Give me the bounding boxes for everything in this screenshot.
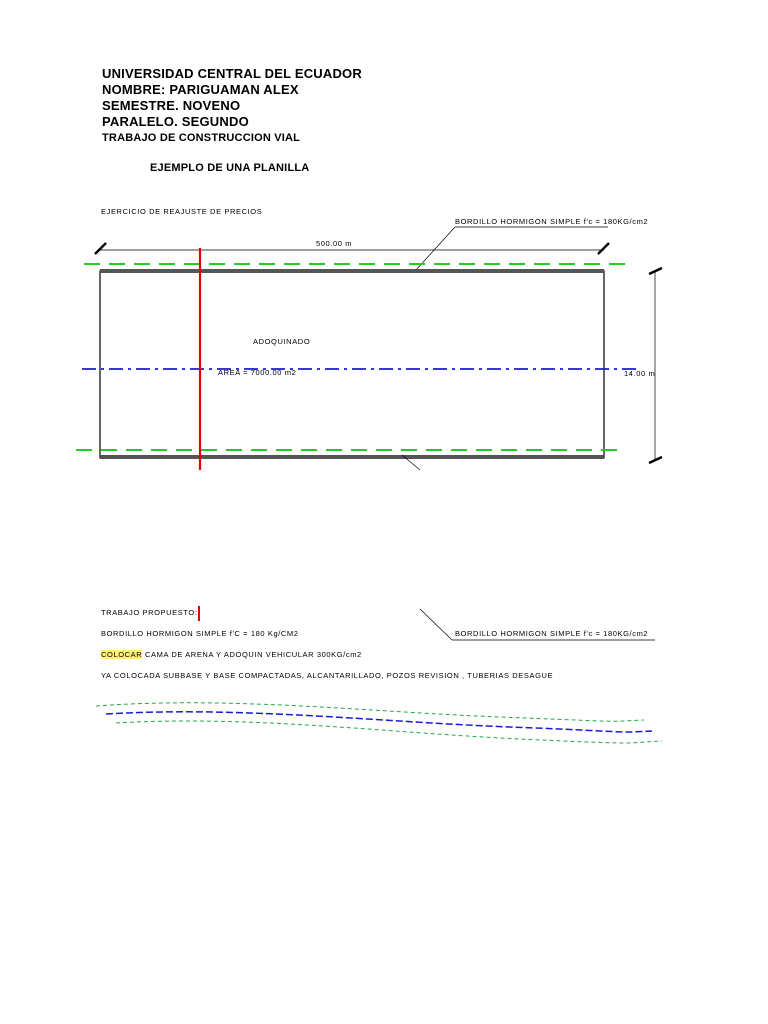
length-dimension-label: 500.00 m	[316, 239, 353, 248]
proposed-curb-leader-label: BORDILLO HORMIGON SIMPLE f'c = 180KG/cm2	[455, 629, 649, 638]
proposed-curb-line: BORDILLO HORMIGON SIMPLE f'C = 180 Kg/CM2	[101, 629, 299, 638]
dimension-tick-right	[598, 243, 609, 254]
place-rest: CAMA DE ARENA Y ADOQUIN VEHICULAR 300KG/cm2	[142, 650, 362, 659]
road-rectangle	[100, 271, 604, 458]
wavy-axis-line	[106, 712, 652, 732]
work-title: TRABAJO DE CONSTRUCCION VIAL	[102, 132, 301, 144]
area-label: AREA = 7000.00 m2	[218, 368, 297, 377]
student-name: NOMBRE: PARIGUAMAN ALEX	[102, 82, 299, 97]
parallel-line: PARALELO. SEGUNDO	[102, 114, 249, 129]
width-tick-bottom	[649, 457, 662, 463]
proposed-leader-diagonal	[420, 609, 452, 640]
proposed-work-title: TRABAJO PROPUESTO:	[101, 608, 198, 617]
example-title: EJEMPLO DE UNA PLANILLA	[150, 162, 310, 174]
place-highlight: COLOCAR	[101, 650, 143, 659]
curb-top	[100, 269, 604, 273]
place-sand-line	[101, 650, 362, 659]
curb-bottom	[100, 455, 604, 459]
exercise-label: EJERCICIO DE REAJUSTE DE PRECIOS	[101, 207, 263, 216]
curb-label-top: BORDILLO HORMIGON SIMPLE f'c = 180KG/cm2	[455, 217, 649, 226]
width-tick-top	[649, 268, 662, 274]
wavy-curb-line-bottom	[116, 721, 662, 743]
already-placed-line: YA COLOCADA SUBBASE Y BASE COMPACTADAS, ALCANTARILLADO, POZOS REVISION , TUBERIAS DESAGUE	[101, 671, 554, 680]
dimension-tick-left	[95, 243, 106, 254]
university-heading: UNIVERSIDAD CENTRAL DEL ECUADOR	[102, 66, 362, 81]
surface-label: ADOQUINADO	[253, 337, 311, 346]
semester-line: SEMESTRE. NOVENO	[102, 98, 241, 113]
width-dimension-label: 14.00 m	[624, 369, 656, 378]
